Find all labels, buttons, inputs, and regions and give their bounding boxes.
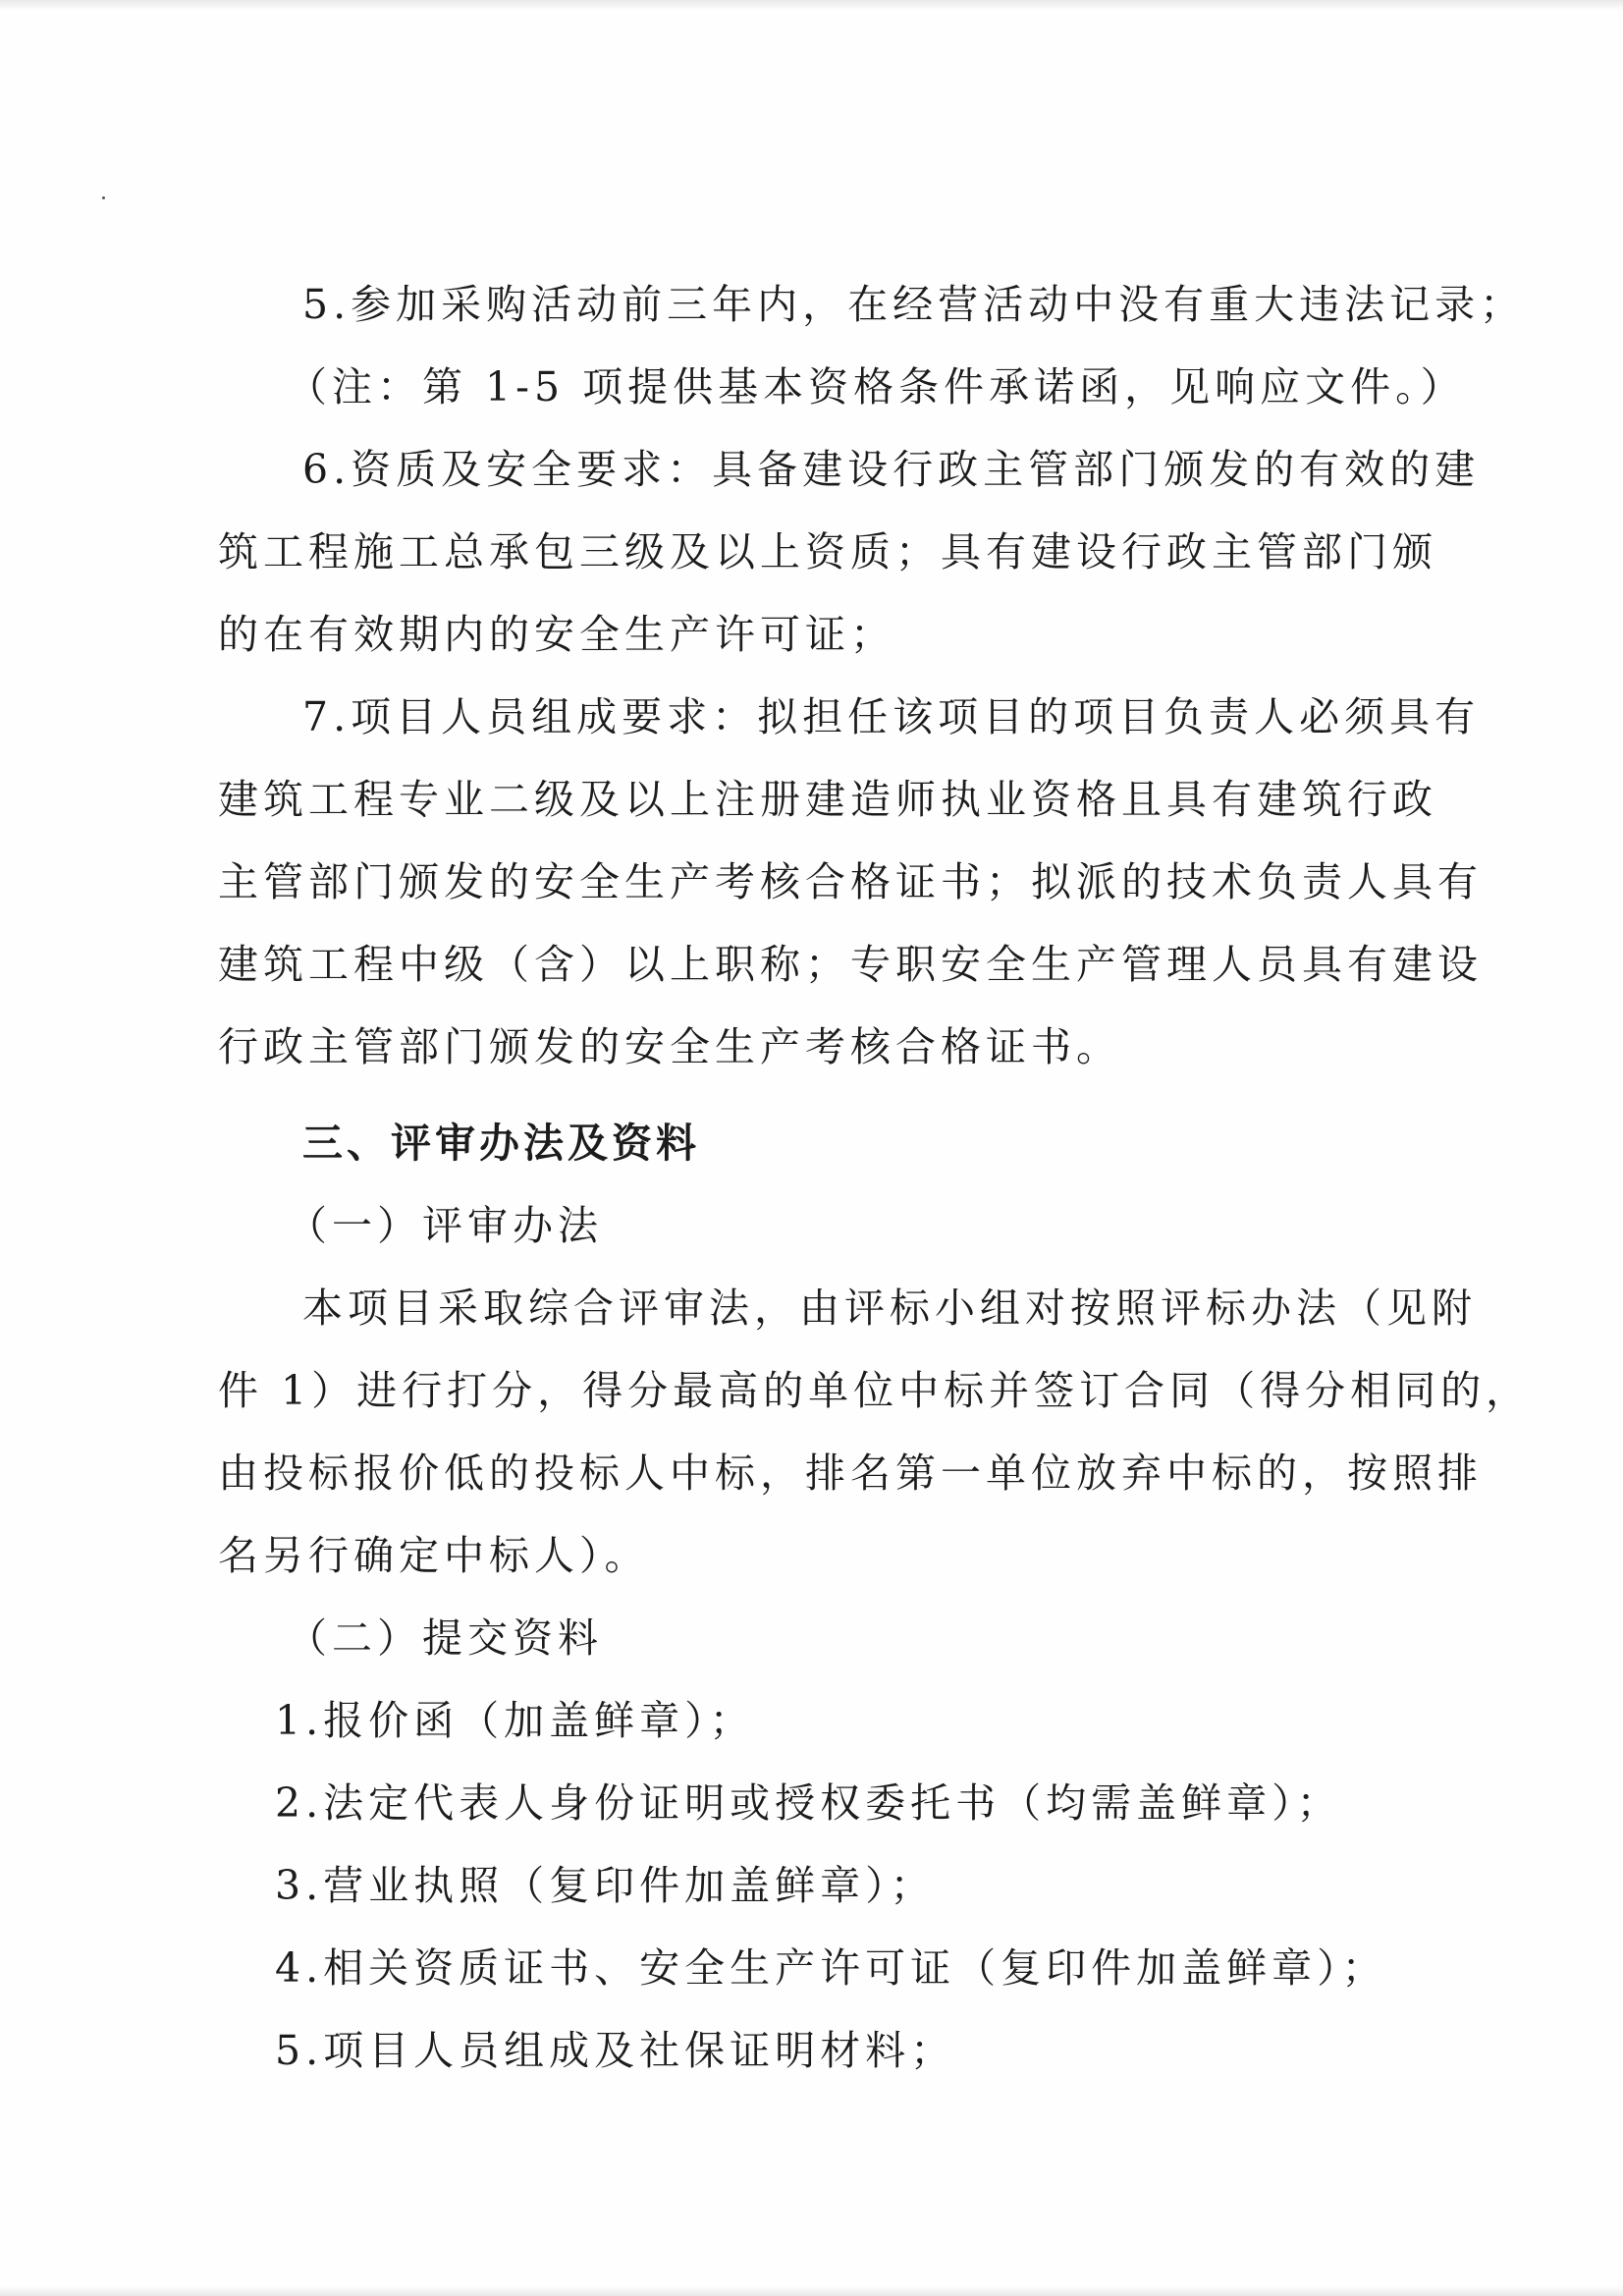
list-item: 4.相关资质证书、安全生产许可证（复印件加盖鲜章）； xyxy=(275,1944,1387,1992)
list-item: 1.报价函（加盖鲜章）； xyxy=(275,1697,755,1744)
scan-edge-top xyxy=(0,0,1623,10)
paragraph-line: 5.参加采购活动前三年内，在经营活动中没有重大违法记录； xyxy=(302,281,1526,328)
paragraph-line: 名另行确定中标人）。 xyxy=(218,1532,650,1579)
paragraph-line: 筑工程施工总承包三级及以上资质；具有建设行政主管部门颁 xyxy=(218,528,1437,575)
list-item: 5.项目人员组成及社保证明材料； xyxy=(275,2027,956,2074)
paragraph-line: 7.项目人员组成要求：拟担任该项目的项目负责人必须具有 xyxy=(302,693,1481,740)
paragraph-line: 6.资质及安全要求：具备建设行政主管部门颁发的有效的建 xyxy=(302,446,1481,493)
paragraph-line: 的在有效期内的安全生产许可证； xyxy=(218,611,895,658)
paragraph-line: 建筑工程专业二级及以上注册建造师执业资格且具有建筑行政 xyxy=(218,776,1437,823)
paragraph-line: 由投标报价低的投标人中标，排名第一单位放弃中标的，按照排 xyxy=(218,1449,1483,1497)
paragraph-line: （注：第 1-5 项提供基本资格条件承诺函，见响应文件。） xyxy=(287,363,1466,410)
paragraph-line: 件 1）进行打分，得分最高的单位中标并签订合同（得分相同的， xyxy=(218,1367,1532,1414)
scan-edge-bottom xyxy=(0,2286,1623,2296)
subsection-heading: （二）提交资料 xyxy=(287,1614,603,1662)
subsection-heading: （一）评审办法 xyxy=(287,1202,603,1249)
paragraph-line: 本项目采取综合评审法，由评标小组对按照评标办法（见附 xyxy=(302,1285,1477,1332)
section-heading: 三、评审办法及资料 xyxy=(302,1120,700,1167)
section-gap xyxy=(218,1088,1426,1102)
list-item: 3.营业执照（复印件加盖鲜章）； xyxy=(275,1862,936,1909)
paragraph-line: 主管部门颁发的安全生产考核合格证书；拟派的技术负责人具有 xyxy=(218,858,1483,905)
paragraph-line: 行政主管部门颁发的安全生产考核合格证书。 xyxy=(218,1023,1121,1070)
list-item: 2.法定代表人身份证明或授权委托书（均需盖鲜章）； xyxy=(275,1779,1342,1827)
document-body xyxy=(218,263,1532,2092)
paragraph-line: 建筑工程中级（含）以上职称；专职安全生产管理人员具有建设 xyxy=(218,941,1483,988)
scan-speck xyxy=(102,196,105,199)
